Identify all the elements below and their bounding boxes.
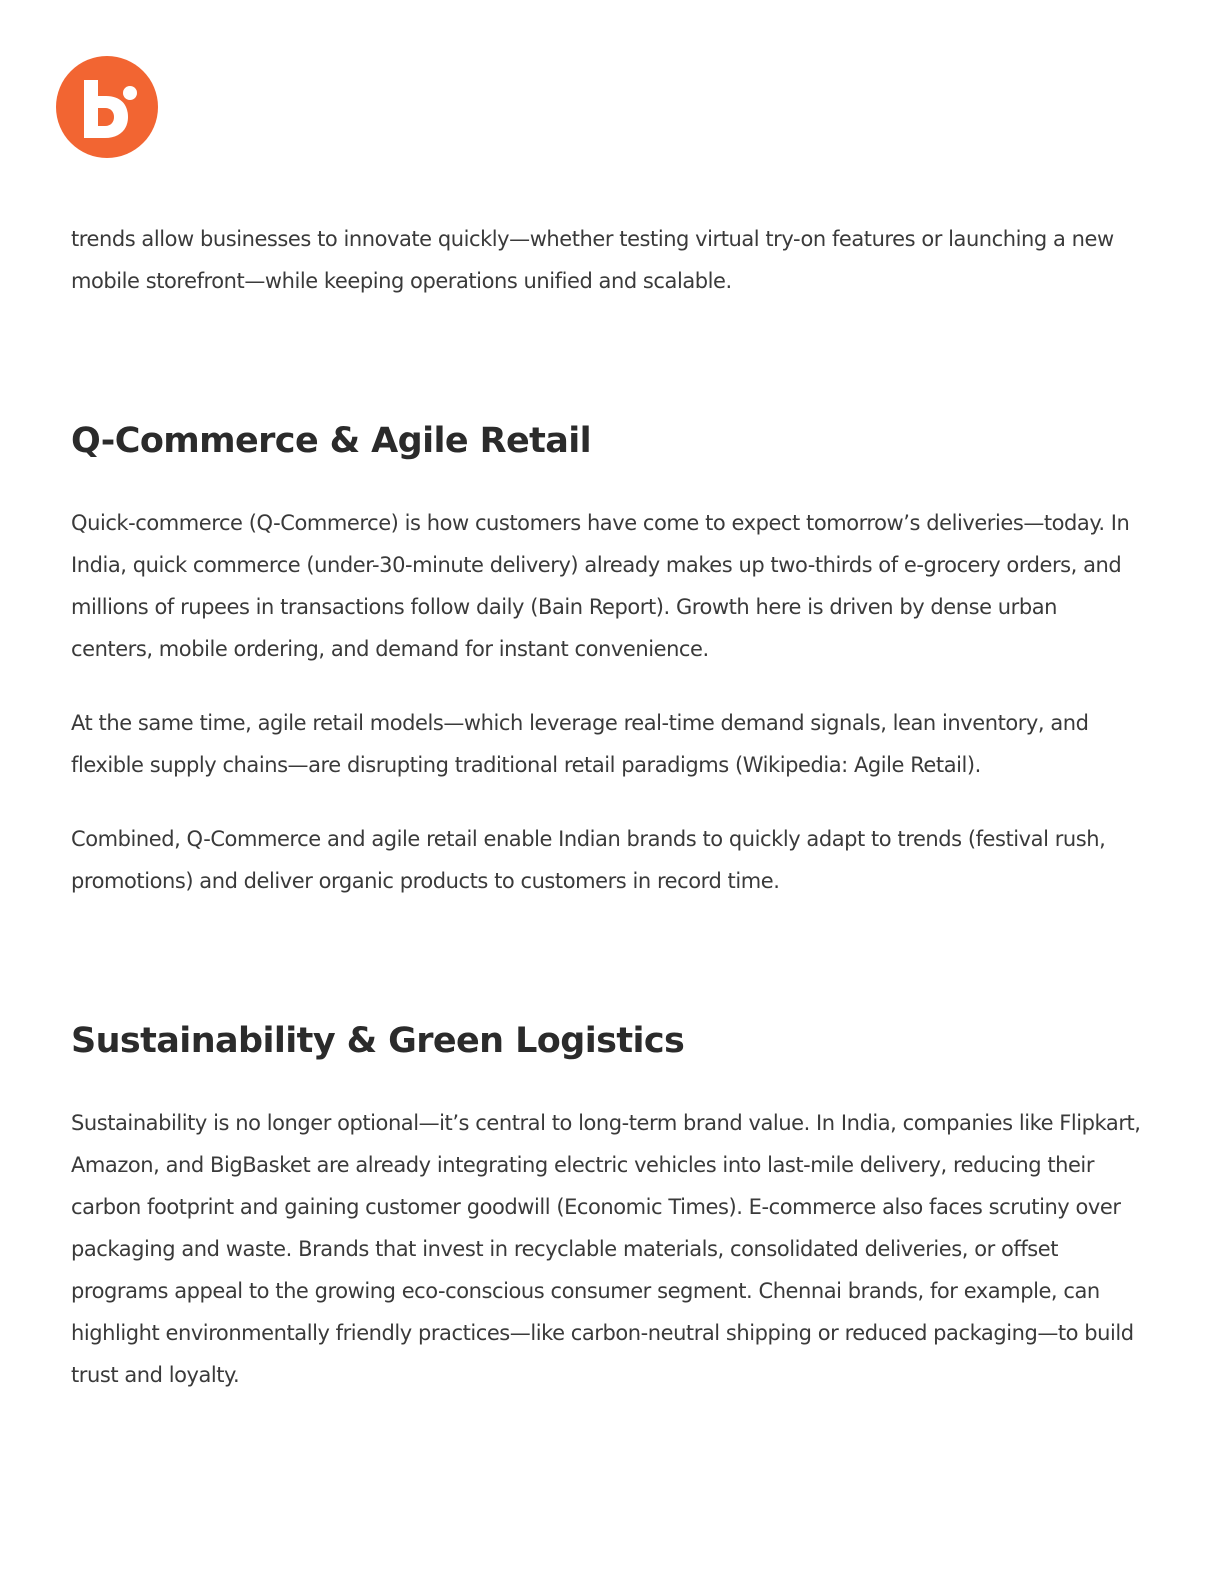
paragraph-q-commerce-1: Quick-commerce (Q-Commerce) is how customers have come to expect tomorrow’s deliveries—today. In India, quick commerce (under-30-minute delivery) already makes up two-thirds of e-grocery orders, and millions of rupees in transactions follow daily (Bain Report). Growth here is driven by dense urban centers, mobile ordering, and demand for instant convenience. bbox=[71, 511, 1130, 661]
paragraph-sustainability-1: Sustainability is no longer optional—it’s central to long-term brand value. In India, companies like Flipkart, Amazon, and BigBasket are already integrating electric vehicles into last-mile delivery, reducing their carbon footprint and gaining customer goodwill (Economic Times). E-commerce also faces scrutiny over packaging and waste. Brands that invest in recyclable materials, consolidated deliveries, or offset programs appeal to the growing eco-conscious consumer segment. Chennai brands, for example, can highlight environmentally friendly practices—like carbon-neutral shipping or reduced packaging—to build trust and loyalty. bbox=[71, 1111, 1141, 1387]
intro-paragraph: trends allow businesses to innovate quickly—whether testing virtual try-on features or launching a new mobile storefront—while keeping operations unified and scalable. bbox=[71, 227, 1114, 293]
brand-logo-icon bbox=[56, 56, 158, 158]
brand-logo bbox=[56, 56, 158, 158]
paragraph-q-commerce-2: At the same time, agile retail models—which leverage real-time demand signals, lean inventory, and flexible supply chains—are disrupting traditional retail paradigms (Wikipedia: Agile Retail). bbox=[71, 711, 1089, 777]
section-heading-sustainability: Sustainability & Green Logistics bbox=[71, 1021, 685, 1061]
section-heading-q-commerce: Q-Commerce & Agile Retail bbox=[71, 421, 592, 461]
paragraph-q-commerce-3: Combined, Q-Commerce and agile retail enable Indian brands to quickly adapt to trends (festival rush, promotions) and deliver organic products to customers in record time. bbox=[71, 827, 1106, 893]
article-body bbox=[71, 218, 1141, 1396]
